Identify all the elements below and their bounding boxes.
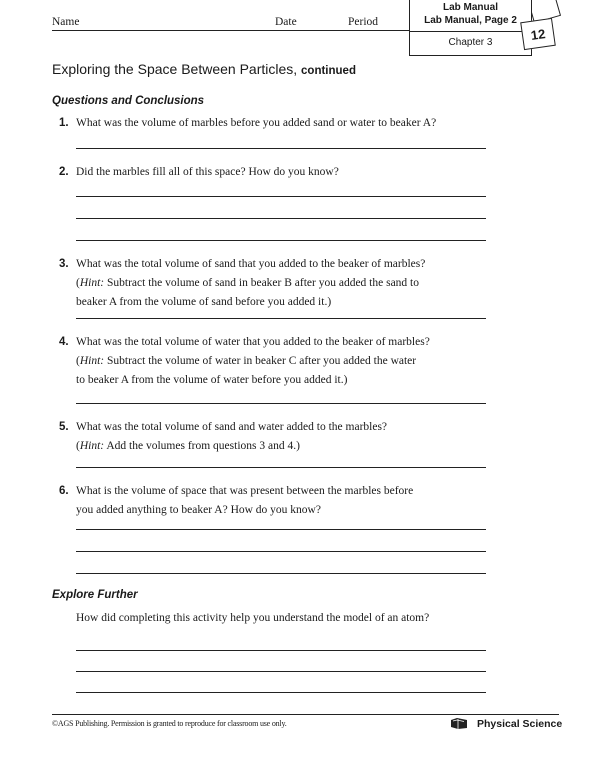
footer-rule	[52, 714, 559, 715]
answer-line[interactable]	[76, 671, 486, 672]
question-4	[59, 333, 479, 390]
lab-manual-page-label: Lab Manual, Page 2	[424, 15, 517, 26]
date-label: Date	[275, 16, 297, 28]
question-6	[59, 482, 479, 520]
header-rule	[52, 30, 409, 31]
hint-label: Hint:	[79, 277, 105, 289]
answer-line[interactable]	[76, 218, 486, 219]
question-number: 5.	[59, 421, 69, 433]
question-text: What was the total volume of water that you added to the beaker of marbles?	[76, 336, 430, 348]
question-text: you added anything to beaker A? How do you know?	[76, 504, 321, 516]
question-hint: (Hint: Add the volumes from questions 3 and 4.)	[76, 440, 300, 452]
question-number: 6.	[59, 485, 69, 497]
question-number: 4.	[59, 336, 69, 348]
subject-text: Physical Science	[477, 717, 563, 730]
hint-text: Subtract the volume of water in beaker C after you added the water	[104, 355, 417, 367]
question-3	[59, 255, 479, 312]
question-number: 3.	[59, 258, 69, 270]
question-text: What was the total volume of sand that you added to the beaker of marbles?	[76, 258, 426, 270]
answer-line[interactable]	[76, 467, 486, 468]
period-label: Period	[348, 16, 379, 28]
hint-text: Subtract the volume of sand in beaker B after you added the sand to	[104, 277, 420, 289]
question-text: How did completing this activity help you understand the model of an atom?	[76, 612, 430, 624]
question-2	[59, 163, 479, 182]
question-number: 1.	[59, 117, 69, 129]
question-hint: (Hint: Subtract the volume of water in beaker C after you added the water	[76, 355, 417, 367]
question-text: What was the total volume of sand and water added to the marbles?	[76, 421, 388, 433]
question-1	[59, 114, 479, 133]
title-main: Exploring the Space Between Particles,	[52, 61, 298, 77]
question-number: 2.	[59, 166, 69, 178]
hint-label: Hint:	[79, 355, 105, 367]
lab-manual-tab	[409, 0, 532, 56]
answer-line[interactable]	[76, 650, 486, 651]
answer-line[interactable]	[76, 573, 486, 574]
hint-text: to beaker A from the volume of water before you added it.)	[76, 374, 348, 386]
tab-divider	[410, 31, 531, 32]
question-text: What is the volume of space that was present between the marbles before	[76, 485, 414, 497]
answer-line[interactable]	[76, 529, 486, 530]
explore-question	[76, 609, 496, 628]
question-5	[59, 418, 479, 456]
questions-section-heading: Questions and Conclusions	[52, 95, 205, 107]
answer-line[interactable]	[76, 551, 486, 552]
answer-line[interactable]	[76, 318, 486, 319]
question-hint: (Hint: Subtract the volume of sand in beaker B after you added the sand to	[76, 277, 420, 289]
answer-line[interactable]	[76, 196, 486, 197]
page-title	[52, 61, 356, 77]
answer-line[interactable]	[76, 240, 486, 241]
chapter-label: Chapter 3	[448, 37, 493, 48]
page-number: 12	[520, 18, 556, 50]
subject-label	[450, 717, 562, 730]
hint-text: beaker A from the volume of sand before you added it.)	[76, 296, 332, 308]
hint-label: Hint:	[79, 440, 105, 452]
name-label: Name	[52, 16, 80, 28]
title-continued: continued	[301, 65, 356, 77]
answer-line[interactable]	[76, 148, 486, 149]
question-text: Did the marbles fill all of this space? How do you know?	[76, 166, 339, 178]
book-icon	[450, 717, 468, 730]
copyright-notice: ©AGS Publishing. Permission is granted to reproduce for classroom use only.	[52, 719, 287, 728]
question-text: What was the volume of marbles before you added sand or water to beaker A?	[76, 117, 437, 129]
explore-section-heading: Explore Further	[52, 589, 138, 601]
lab-manual-label: Lab Manual	[442, 2, 498, 13]
answer-line[interactable]	[76, 403, 486, 404]
answer-line[interactable]	[76, 692, 486, 693]
hint-text: Add the volumes from questions 3 and 4.)	[104, 440, 300, 452]
